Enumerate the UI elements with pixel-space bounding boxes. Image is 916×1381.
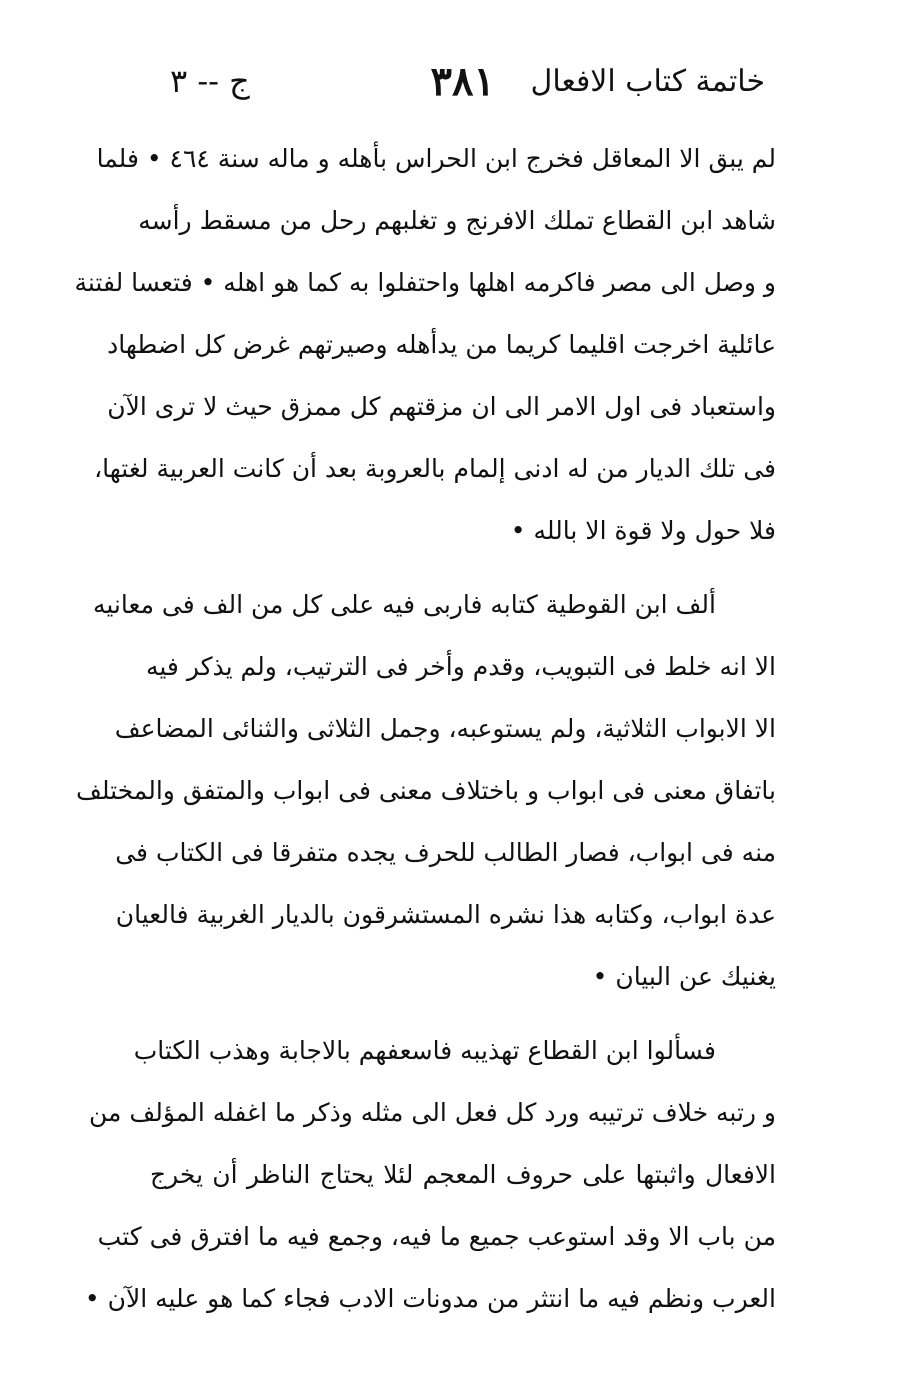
text-line: و رتبه خلاف ترتيبه ورد كل فعل الى مثله وذكر ما اغفله المؤلف من xyxy=(88,1098,776,1127)
volume-label: ج -- ٣ xyxy=(170,62,250,100)
text-line: باتفاق معنى فى ابواب و باختلاف معنى فى ابواب والمتفق والمختلف xyxy=(75,776,776,805)
text-line: من باب الا وقد استوعب جميع ما فيه، وجمع فيه ما افترق فى كتب xyxy=(97,1222,776,1251)
page-number: ٣٨١ xyxy=(430,58,495,105)
paragraph-2 xyxy=(75,574,776,1008)
text-line: شاهد ابن القطاع تملك الافرنج و تغلبهم رحل من مسقط رأسه xyxy=(138,206,776,235)
running-title: خاتمة كتاب الافعال xyxy=(530,64,765,99)
text-line: فى تلك الديار من له ادنى إلمام بالعروبة بعد أن كانت العربية لغتها، xyxy=(94,454,776,483)
text-line: ألف ابن القوطية كتابه فاربى فيه على كل من الف فى معانيه xyxy=(92,590,716,619)
text-line: عائلية اخرجت اقليما كريما من يدأهله وصيرتهم غرض كل اضطهاد xyxy=(107,330,776,359)
text-line: لم يبق الا المعاقل فخرج ابن الحراس بأهله و ماله سنة ٤٦٤ • فلما xyxy=(96,144,776,173)
text-line: العرب ونظم فيه ما انتثر من مدونات الادب فجاء كما هو عليه الآن • xyxy=(84,1284,776,1313)
text-line: فسألوا ابن القطاع تهذيبه فاسعفهم بالاجابة وهذب الكتاب xyxy=(133,1036,716,1065)
text-line: منه فى ابواب، فصار الطالب للحرف يجده متفرقا فى الكتاب فى xyxy=(115,838,776,867)
text-line: فلا حول ولا قوة الا بالله • xyxy=(510,516,776,545)
text-line: الا الابواب الثلاثية، ولم يستوعبه، وجمل الثلاثى والثنائى المضاعف xyxy=(114,714,776,743)
text-line: الا انه خلط فى التبويب، وقدم وأخر فى الترتيب، ولم يذكر فيه xyxy=(145,652,776,681)
text-line: واستعباد فى اول الامر الى ان مزقتهم كل ممزق حيث لا ترى الآن xyxy=(107,392,776,421)
text-line: و وصل الى مصر فاكرمه اهلها واحتفلوا به كما هو اهله • فتعسا لفتنة xyxy=(74,268,776,297)
paragraph-3 xyxy=(84,1020,776,1330)
page-header xyxy=(150,58,765,118)
body-text xyxy=(74,128,776,1330)
text-line: يغنيك عن البيان • xyxy=(592,962,776,991)
paragraph-1 xyxy=(74,128,776,562)
text-line: عدة ابواب، وكتابه هذا نشره المستشرقون بالديار الغربية فالعيان xyxy=(115,900,776,929)
text-line: الافعال واثبتها على حروف المعجم لئلا يحتاج الناظر أن يخرج xyxy=(150,1160,776,1189)
